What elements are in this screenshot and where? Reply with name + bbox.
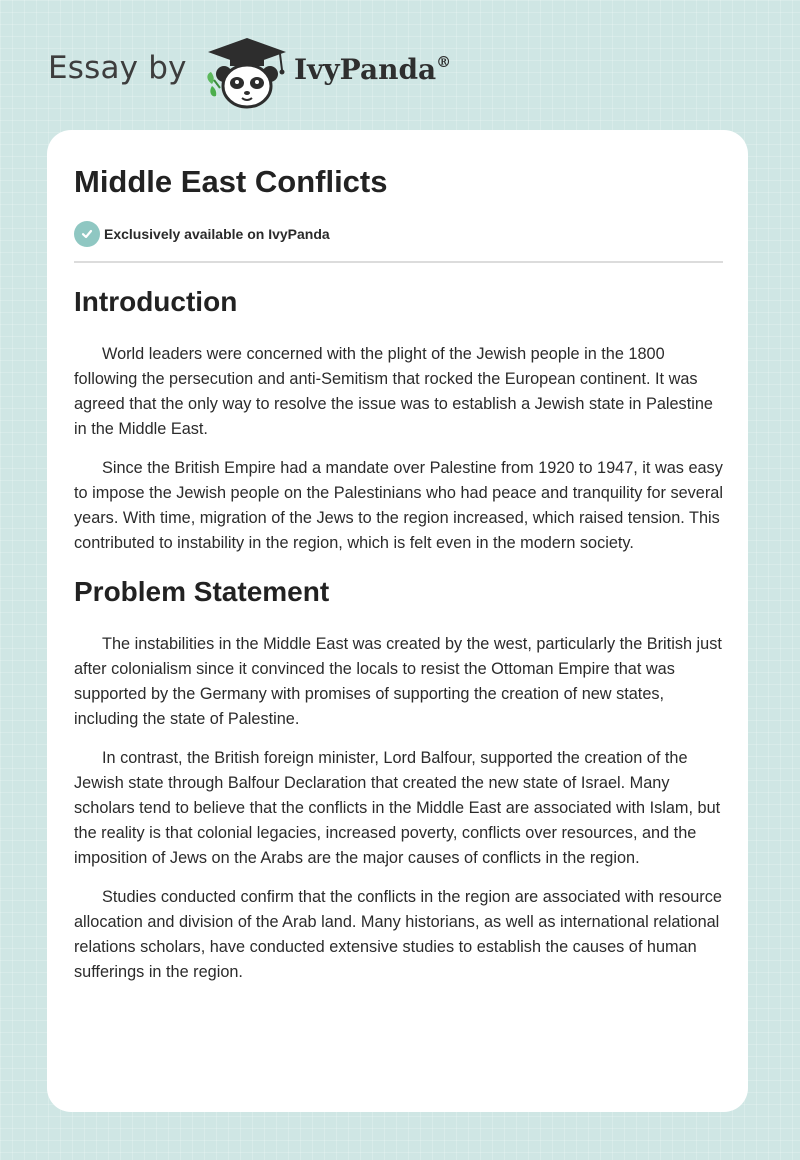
section-heading: Problem Statement	[74, 576, 330, 607]
divider	[74, 261, 723, 263]
exclusive-text: Exclusively available on IvyPanda	[104, 226, 330, 242]
paragraph: The instabilities in the Middle East was created by the west, particularly the British just after colonialism since it convinced the locals to resist the Ottoman Empire that was supported by the Germany with promises of supporting the creation of new states, including the state of Palestine.	[74, 635, 722, 728]
paragraph: World leaders were concerned with the plight of the Jewish people in the 1800 following the persecution and anti-Semitism that rocked the European continent. It was agreed that the only way to resolve the issue was to establish a Jewish state in Palestine in the Middle East.	[74, 345, 713, 438]
paragraph: Since the British Empire had a mandate over Palestine from 1920 to 1947, it was easy to impose the Jewish people on the Palestinians who had peace and tranquility for several years. With time, migration of the Jews to the region increased, which raised tension. This contributed to instability in the region, which is felt even in the modern society.	[74, 459, 723, 552]
panda-logo-icon[interactable]	[202, 36, 292, 112]
exclusive-badge	[74, 221, 330, 247]
site-header	[48, 30, 548, 110]
essay-title: Middle East Conflicts	[74, 164, 388, 199]
essay-by-label: Essay by	[48, 50, 187, 86]
paragraph: In contrast, the British foreign minister, Lord Balfour, supported the creation of the Jewish state through Balfour Declaration that created the new state of Israel. Many scholars tend to believe that the conflicts in the Middle East are associated with Islam, but the reality is that colonial legacies, increased poverty, conflicts over resources, and the imposition of Jews on the Arabs are the major causes of conflicts in the region.	[74, 749, 721, 867]
paragraph: Studies conducted confirm that the conflicts in the region are associated with resource allocation and division of the Arab land. Many historians, as well as international relational relations scholars, have conducted extensive studies to establish the causes of human sufferings in the region.	[74, 888, 722, 981]
section-problem-statement	[74, 570, 723, 985]
check-circle-icon	[74, 221, 100, 247]
essay-content	[74, 280, 723, 999]
brand-name[interactable]: IvyPanda®	[294, 53, 452, 86]
section-introduction	[74, 280, 723, 556]
essay-card	[47, 130, 748, 1112]
section-heading: Introduction	[74, 286, 238, 317]
